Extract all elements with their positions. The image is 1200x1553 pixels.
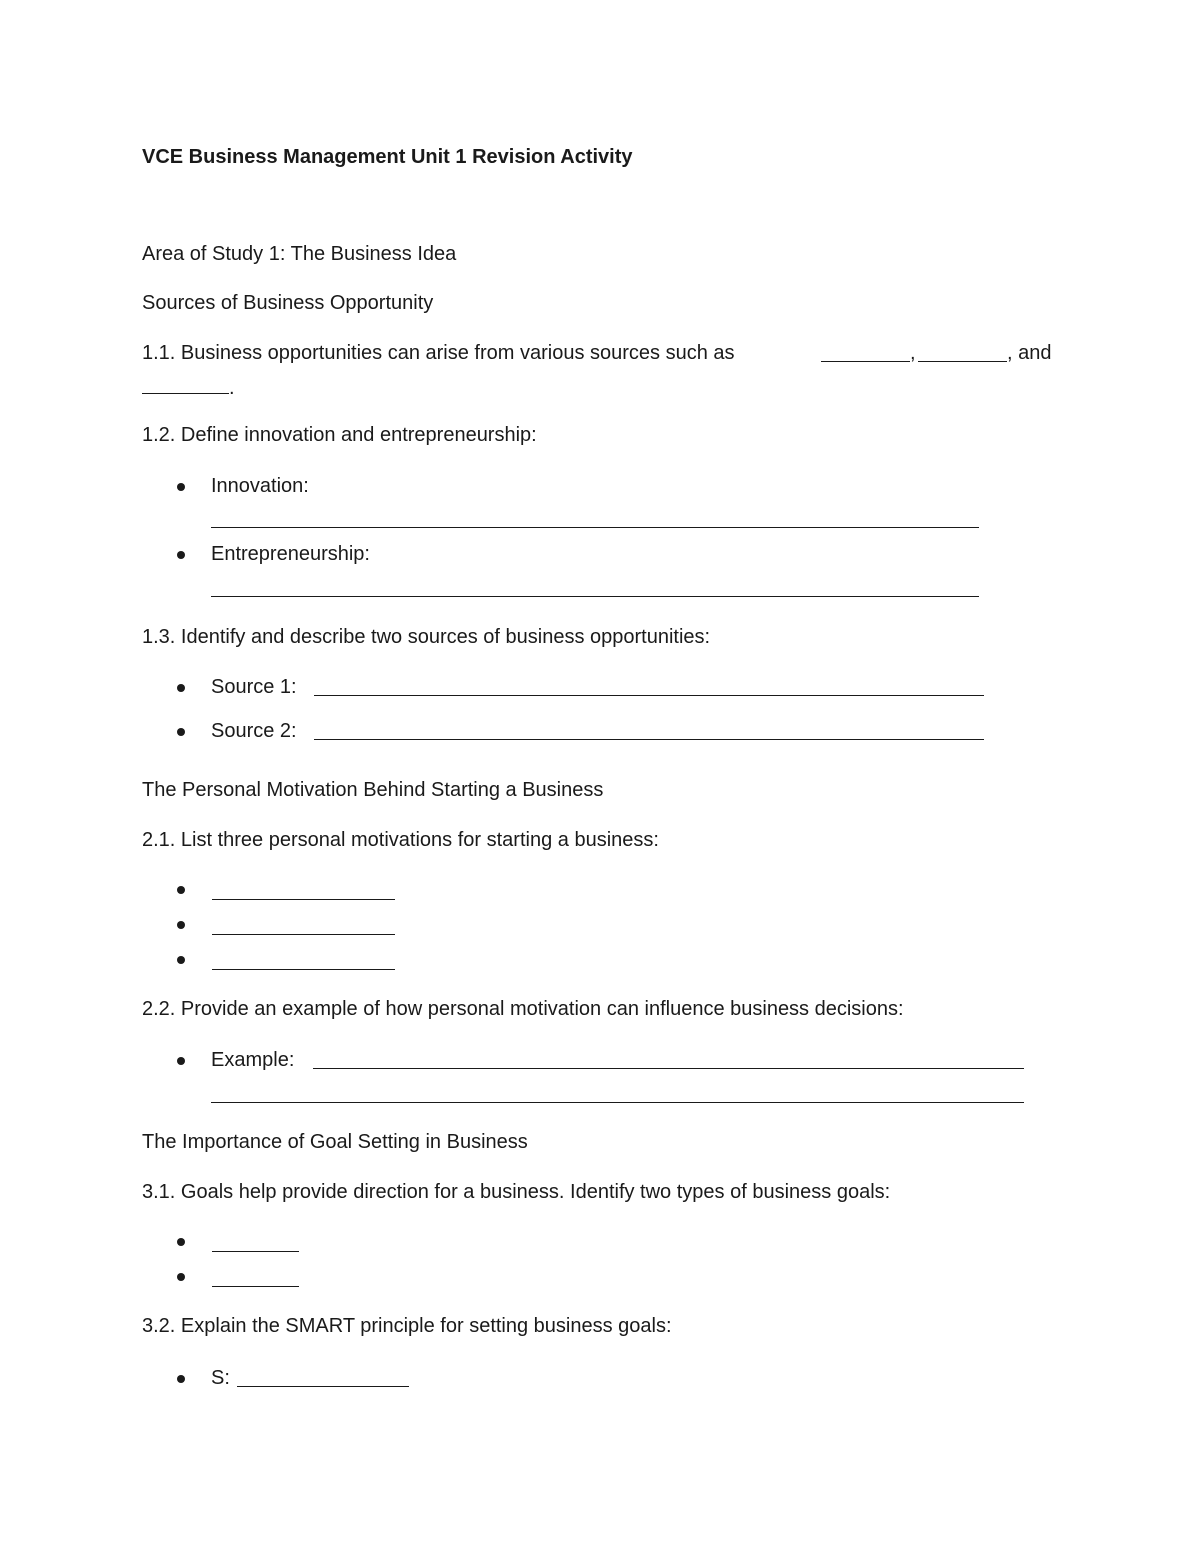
bullet — [177, 551, 185, 559]
smart-s-label: S: — [211, 1367, 230, 1389]
source-1-answer-line[interactable] — [314, 695, 984, 696]
example-answer-line-1[interactable] — [313, 1068, 1024, 1069]
question-2-2: 2.2. Provide an example of how personal motivation can influence business decisions: — [142, 998, 904, 1020]
bullet — [177, 1057, 185, 1065]
question-3-1: 3.1. Goals help provide direction for a business. Identify two types of business goals: — [142, 1181, 891, 1203]
question-1-1-sep1: , — [910, 342, 916, 364]
innovation-answer-line[interactable] — [211, 527, 979, 528]
motivation-1-answer-line[interactable] — [212, 899, 395, 900]
motivation-3-answer-line[interactable] — [212, 969, 395, 970]
blank-1-1-a[interactable] — [821, 361, 910, 362]
question-1-1-sep2: , and — [1007, 342, 1052, 364]
blank-1-1-b[interactable] — [918, 361, 1007, 362]
document-title: VCE Business Management Unit 1 Revision Activity — [142, 146, 633, 168]
goal-type-2-answer-line[interactable] — [212, 1286, 299, 1287]
goal-type-1-answer-line[interactable] — [212, 1251, 299, 1252]
motivation-heading: The Personal Motivation Behind Starting a Business — [142, 779, 604, 801]
bullet — [177, 483, 185, 491]
source-1-label: Source 1: — [211, 676, 297, 698]
blank-1-1-c[interactable] — [142, 393, 229, 394]
bullet — [177, 1238, 185, 1246]
area-of-study-heading: Area of Study 1: The Business Idea — [142, 243, 457, 265]
example-answer-line-2[interactable] — [211, 1102, 1024, 1103]
innovation-label: Innovation: — [211, 475, 309, 497]
question-1-1-text: 1.1. Business opportunities can arise from various sources such as — [142, 342, 735, 364]
question-1-1-end: . — [229, 377, 235, 399]
example-label: Example: — [211, 1049, 295, 1071]
bullet — [177, 921, 185, 929]
question-3-2: 3.2. Explain the SMART principle for setting business goals: — [142, 1315, 672, 1337]
goals-heading: The Importance of Goal Setting in Business — [142, 1131, 528, 1153]
sources-heading: Sources of Business Opportunity — [142, 292, 434, 314]
smart-s-answer-line[interactable] — [237, 1386, 409, 1387]
entrepreneurship-label: Entrepreneurship: — [211, 543, 370, 565]
bullet — [177, 1375, 185, 1383]
bullet — [177, 684, 185, 692]
question-1-3: 1.3. Identify and describe two sources of business opportunities: — [142, 626, 711, 648]
source-2-label: Source 2: — [211, 720, 297, 742]
question-1-2: 1.2. Define innovation and entrepreneurship: — [142, 424, 537, 446]
bullet — [177, 886, 185, 894]
entrepreneurship-answer-line[interactable] — [211, 596, 979, 597]
source-2-answer-line[interactable] — [314, 739, 984, 740]
question-2-1: 2.1. List three personal motivations for starting a business: — [142, 829, 659, 851]
bullet — [177, 1273, 185, 1281]
bullet — [177, 956, 185, 964]
bullet — [177, 728, 185, 736]
motivation-2-answer-line[interactable] — [212, 934, 395, 935]
